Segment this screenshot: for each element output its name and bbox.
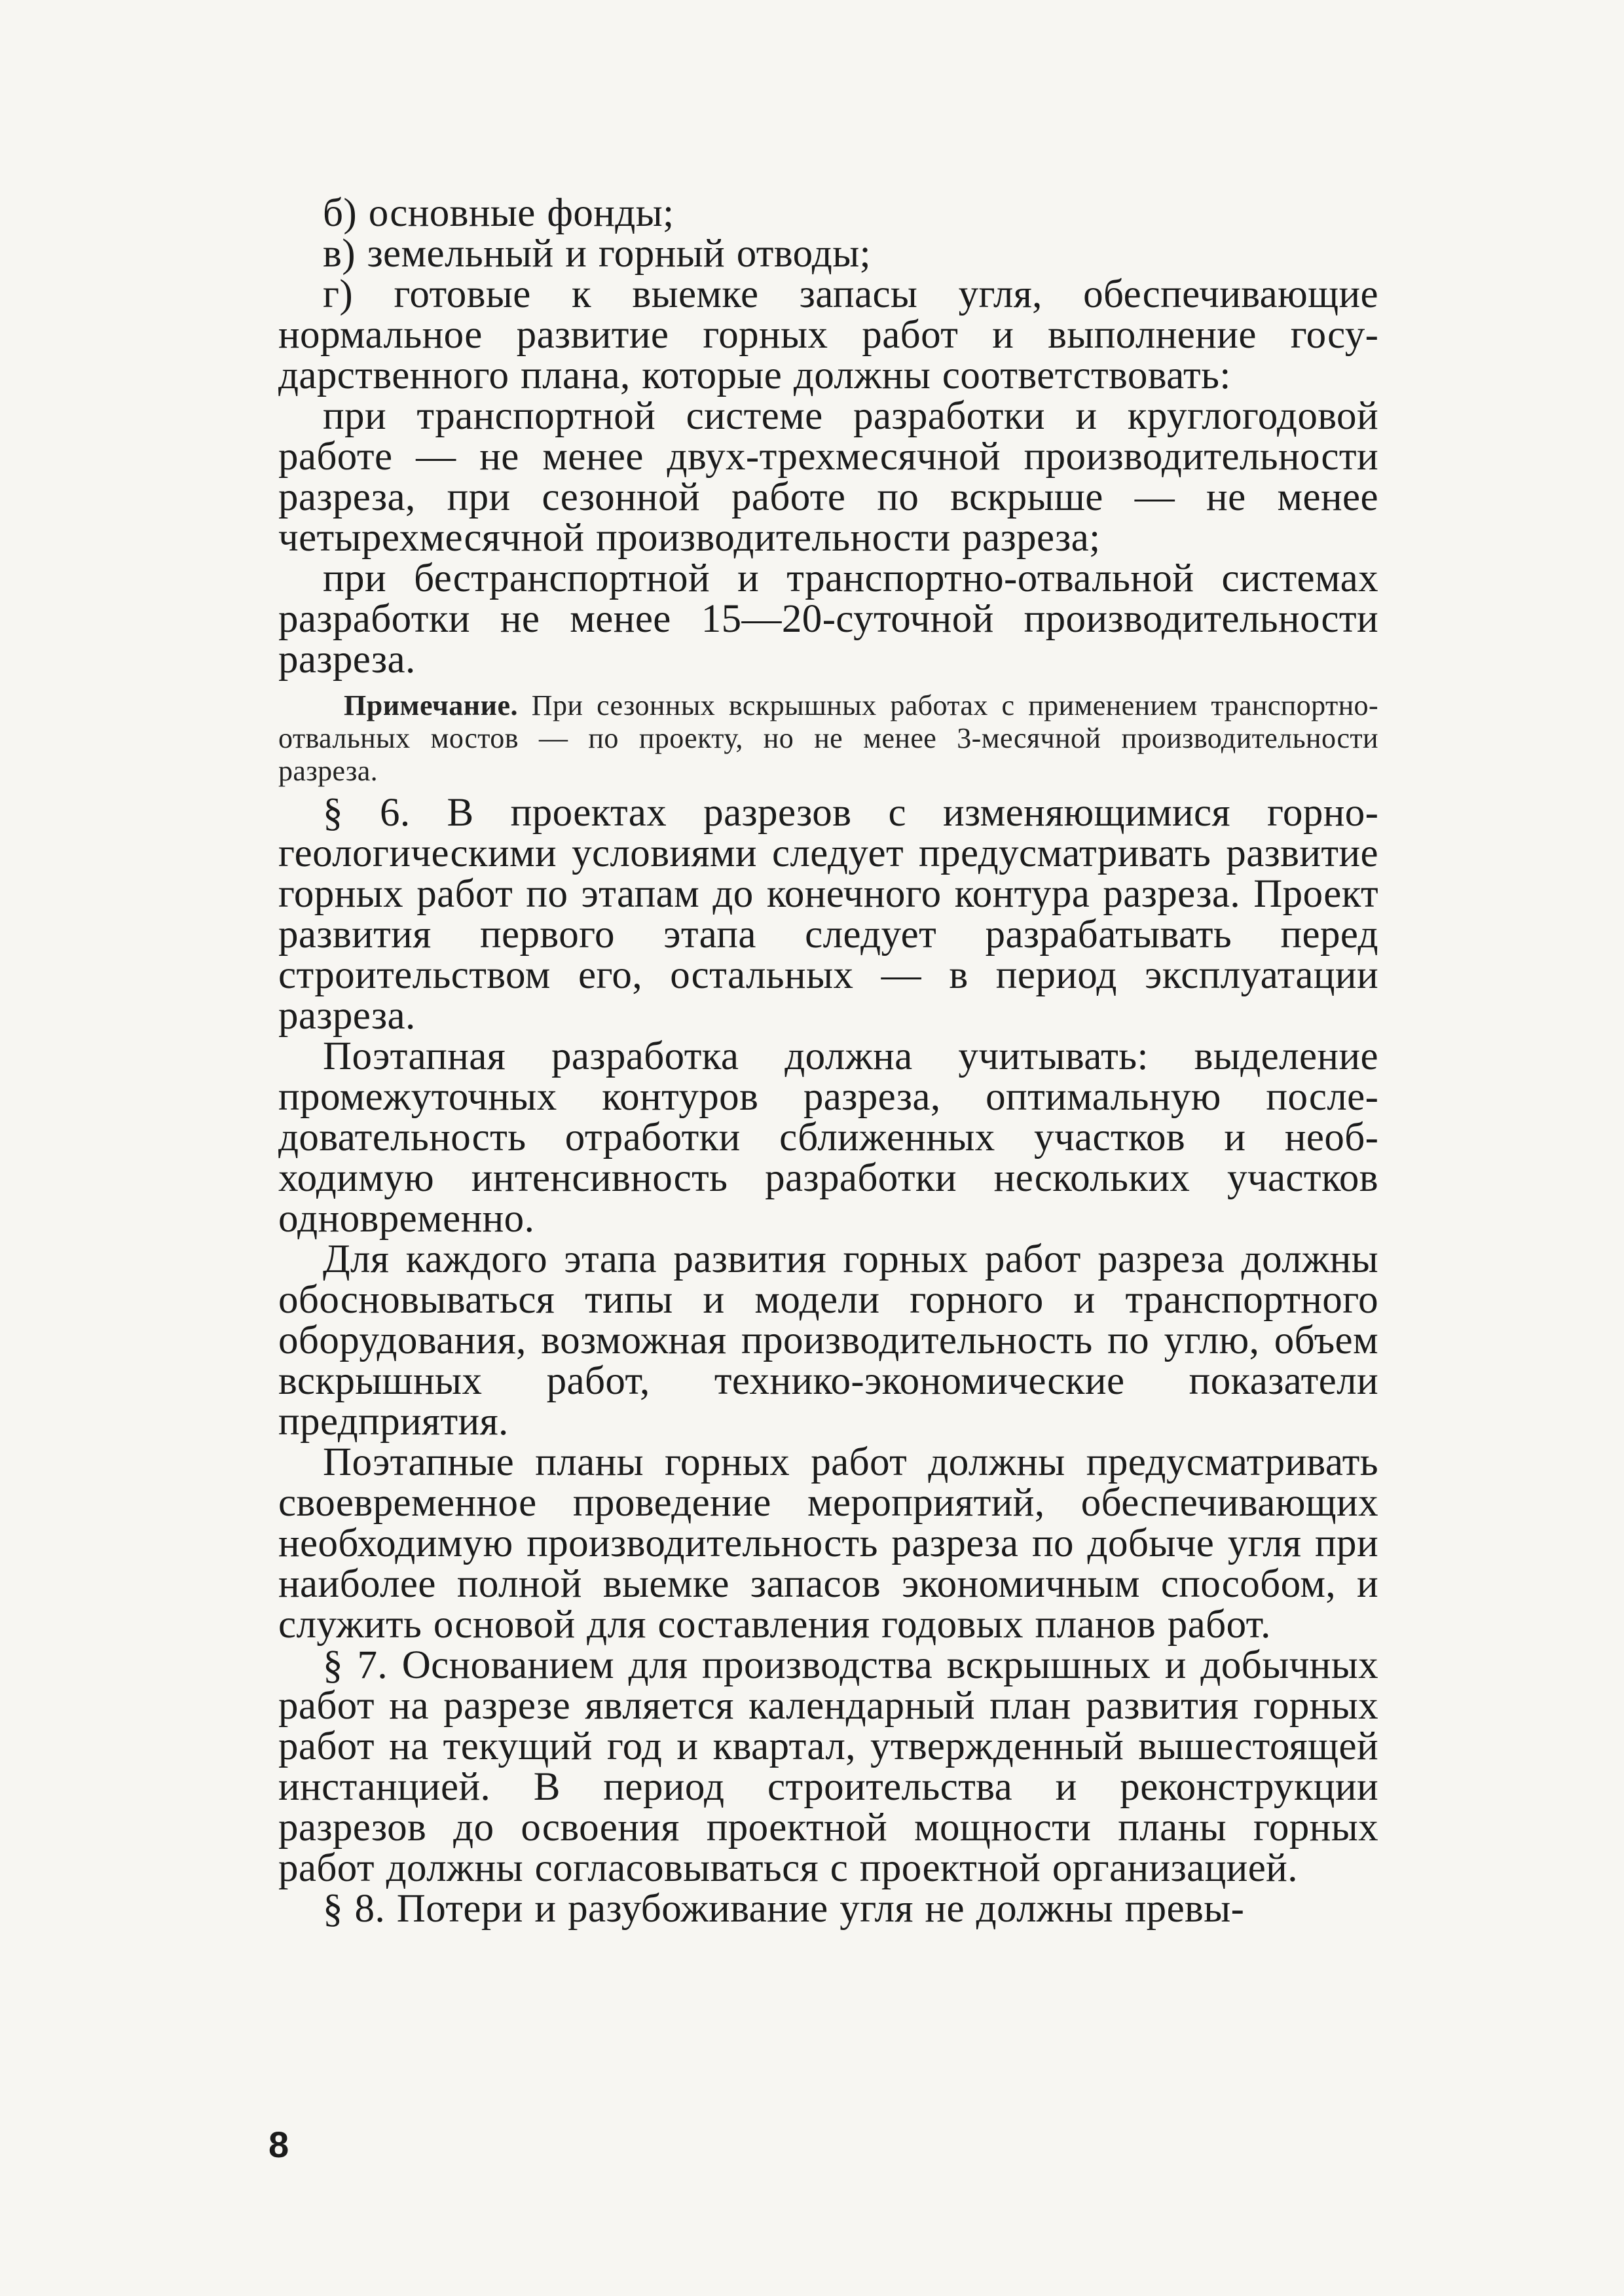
- condition-non-transport: при бестранспортной и транспортно-отвальной системах разработки не менее 15—20-суточной производительности разреза.: [278, 556, 1378, 682]
- condition-transport: при транспортной системе разработки и круглогодовой работе — не менее двух-трехмесячной производительности разреза, при сезонной работе по вскрыше — не менее четырехмесячной производительности разреза;: [278, 394, 1378, 560]
- section-6-paragraph-4: Поэтапные планы горных работ должны предусматривать своевременное проведение мероприятий, обеспечивающих необходимую производительность разреза по добыче угля при наиболее полной выемке запасов экономичным способом, и служить основой для составления годовых планов работ.: [278, 1440, 1378, 1647]
- note-text: При сезонных вскрышных работах с применением транспортно-отвальных мостов — по проекту, но не менее 3-месячной производительности разреза.: [278, 689, 1378, 787]
- list-item-b: б) основные фонды;: [323, 191, 674, 235]
- section-7-paragraph: § 7. Основанием для производства вскрышных и добычных работ на разрезе является календарный план развития горных работ на текущий год и квартал, утвержденный вышестоящей инстанцией. В период строительства и реконструкции разрезов до освоения проектной мощности планы горных работ должны согласовываться с проектной организацией.: [278, 1643, 1378, 1890]
- section-6-paragraph-3: Для каждого этапа развития горных работ разреза должны обосновываться типы и модели горного и транспортного оборудования, возможная производительность по углю, объем вскрышных работ, технико-экономические показатели предприятия.: [278, 1237, 1378, 1444]
- list-item-v: в) земельный и горный отводы;: [323, 232, 871, 276]
- body-text: [278, 193, 1378, 1929]
- page-number: 8: [268, 2124, 289, 2165]
- section-8-paragraph: § 8. Потери и разубоживание угля не должны превы-: [323, 1887, 1245, 1931]
- list-item-g: г) готовые к выемке запасы угля, обеспечивающие нормальное развитие горных работ и выполнение государственного плана, которые должны соответствовать:: [278, 272, 1378, 397]
- note-paragraph: [278, 689, 1378, 788]
- section-6-paragraph-2: Поэтапная разработка должна учитывать: выделение промежуточных контуров разреза, оптимальную последовательность отработки сближенных участков и необходимую интенсивность разработки нескольких участков одновременно.: [278, 1034, 1378, 1241]
- note-label: Примечание.: [344, 689, 518, 721]
- section-6-paragraph-1: § 6. В проектах разрезов с изменяющимися горногеологическими условиями следует предусматривать развитие горных работ по этапам до конечного контура разреза. Проект развития первого этапа следует разрабатывать перед строительством его, остальных — в период эксплуатации разреза.: [278, 791, 1378, 1038]
